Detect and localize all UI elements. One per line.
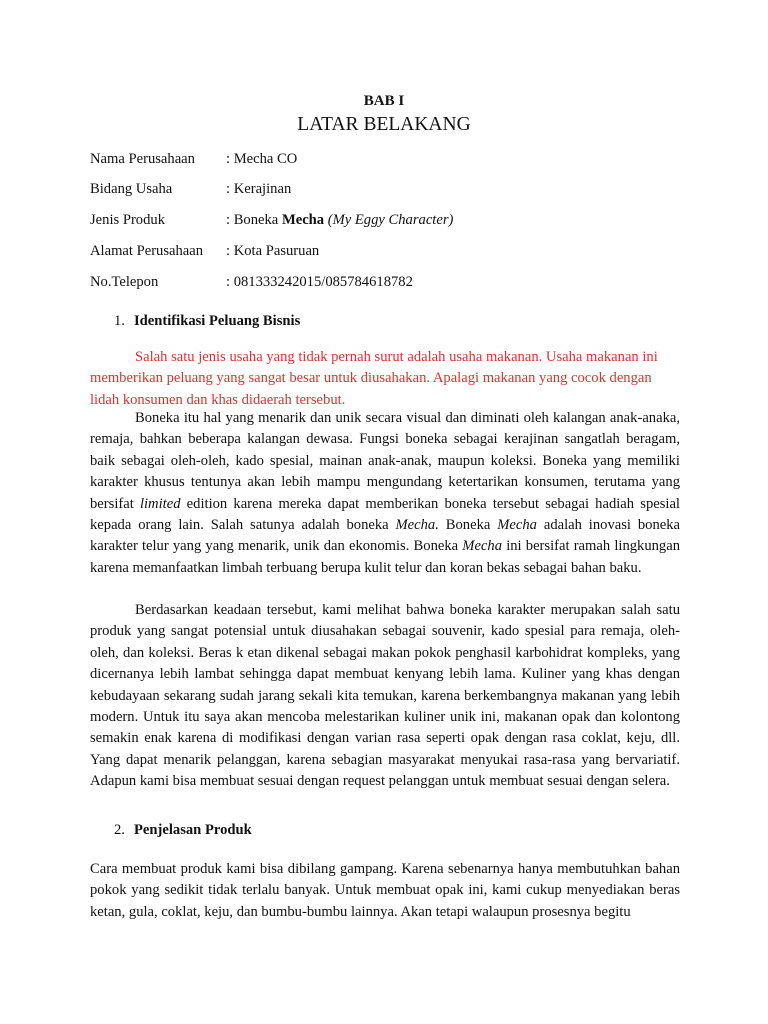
- text-run: edition karena mereka dapat memberikan boneka tersebut sebagai hadiah spesial kepada orang lain. Salah satunya adalah boneka: [90, 495, 680, 534]
- section-number: 1.: [114, 313, 125, 329]
- text-run: Boneka: [438, 517, 498, 534]
- info-label: Bidang Usaha: [90, 181, 173, 197]
- text-run: adalah inovasi boneka karakter telur yang yang menarik, unik dan ekonomis. Boneka: [90, 517, 680, 555]
- info-label: Alamat Perusahaan: [90, 243, 204, 259]
- text-run: Boneka itu hal yang menarik dan unik secara visual dan diminati oleh kalangan anak-anaka, remaja, bahkan beberapa kalangan dewasa. Fungsi boneka sebagai kerajinan sangatlah beragam, baik sebagai oleh-oleh, kado spesial, mainan anak-anak, maupun koleksi. Boneka yang memiliki karakter khusus tentunya akan lebih mampu mengundang ketertarikan konsumen, terutama yang bersifat: [90, 410, 680, 512]
- paragraph-boneka: [90, 408, 680, 579]
- text-run-italic: Mecha: [497, 517, 537, 534]
- section-title: Identifikasi Peluang Bisnis: [134, 313, 301, 329]
- chapter-label: BAB I: [363, 93, 405, 109]
- info-value: : Kerajinan: [226, 181, 292, 197]
- info-value-prefix: : Boneka: [226, 212, 282, 228]
- info-value: [226, 212, 453, 229]
- paragraph-berdasarkan: Berdasarkan keadaan tersebut, kami melihat bahwa boneka karakter merupakan salah satu produk yang sangat potensial untuk diusahakan sebagai souvenir, kado spesial para remaja, oleh-oleh, dan koleksi. Beras k etan dikenal sebagai makan pokok penghasil karbohidrat kompleks, yang dicernanya lebih lambat sehingga dapat membuat kenyang lebih lama. Kuliner yang khas dengan kebudayaan sekarang sudah jarang sekali kita temukan, karena berkembangnya makanan yang lebih modern. Untuk itu saya akan mencoba melestarikan kuliner unik ini, makanan opak dan kolontong semakin enak karena di modifikasi dengan varian rasa seperti opak dengan rasa coklat, keju, dll. Yang dapat menarik pelanggan, karena sebagian masyarakat menyukai rasa-rasa yang bervariatif. Adapun kami bisa membuat sesuai dengan request pelanggan untuk membuat sesuai dengan selera.: [90, 602, 680, 790]
- info-label: No.Telepon: [90, 274, 159, 290]
- section-number: 2.: [114, 822, 125, 838]
- text-run-italic: Mecha: [462, 538, 503, 555]
- info-label: Nama Perusahaan: [90, 151, 195, 167]
- info-label: Jenis Produk: [90, 212, 165, 228]
- text-run-italic: Mecha.: [395, 517, 439, 534]
- product-name: Mecha: [281, 212, 325, 228]
- paragraph-product: Cara membuat produk kami bisa dibilang gampang. Karena sebenarnya hanya membutuhkan bahan pokok yang sedikit tidak terlalu banyak. Untuk membuat opak ini, kami cukup menyediakan beras ketan, gula, coklat, keju, dan bumbu-bumbu lainnya. Akan tetapi walaupun prosesnya begitu: [90, 861, 680, 920]
- section-title: Penjelasan Produk: [134, 822, 252, 838]
- paragraph-red: Salah satu jenis usaha yang tidak pernah surut adalah usaha makanan. Usaha makanan ini memberikan peluang yang sangat besar untuk diusahakan. Apalagi makanan yang cocok dengan lidah konsumen dan khas didaerah tersebut.: [90, 349, 658, 408]
- text-run-italic: limited: [139, 495, 181, 512]
- text-run: ini bersifat ramah lingkungan karena memanfaatkan limbah terbuang berupa kulit telur dan koran bekas sebagai bahan baku.: [90, 538, 680, 576]
- info-value: : 081333242015/085784618782: [226, 274, 413, 290]
- info-value: : Mecha CO: [226, 151, 298, 167]
- page-title: LATAR BELAKANG: [297, 114, 471, 135]
- info-value: : Kota Pasuruan: [226, 243, 320, 259]
- product-subtitle: (My Eggy Character): [327, 212, 454, 228]
